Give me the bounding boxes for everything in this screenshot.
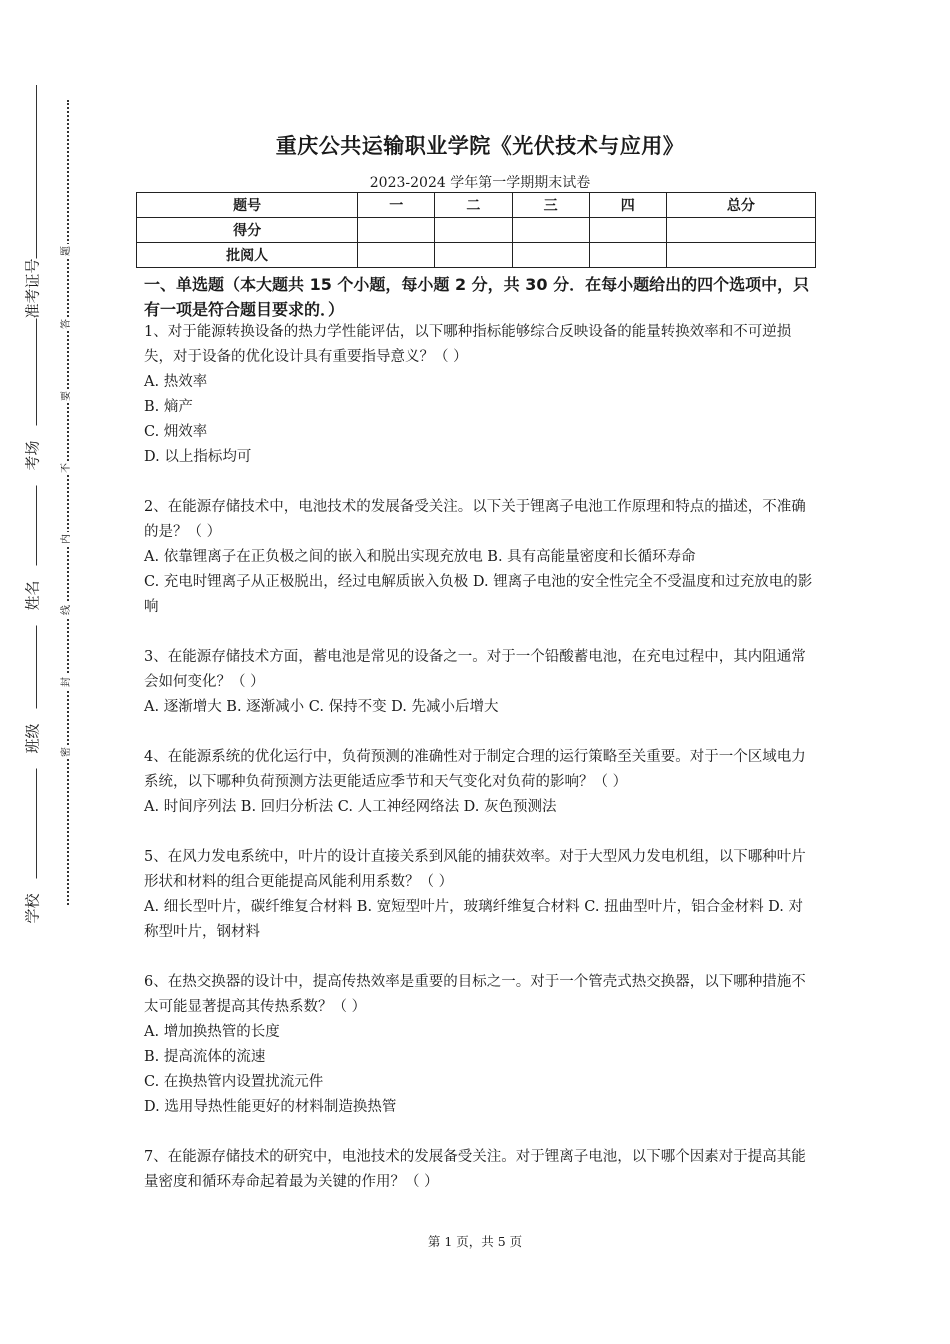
question-5 — [144, 845, 816, 945]
exam-room-label: 考场 — [22, 426, 43, 486]
seal-char: 题 — [61, 246, 72, 256]
question-option[interactable]: C. 在换热管内设置扰流元件 — [144, 1074, 324, 1090]
question-option[interactable]: D. 选用导热性能更好的材料制造换热管 — [144, 1099, 397, 1115]
question-option[interactable]: A. 逐渐增大 B. 逐渐减小 C. 保持不变 D. 先减小后增大 — [144, 699, 499, 715]
binding-margin — [0, 0, 120, 1344]
grader-cell[interactable] — [435, 243, 512, 268]
score-table-header-row — [137, 193, 816, 218]
score-table-header: 二 — [435, 193, 512, 218]
question-2 — [144, 495, 816, 620]
grader-cell[interactable] — [589, 243, 666, 268]
binding-dotted-line — [67, 100, 69, 905]
score-cell[interactable] — [512, 218, 589, 243]
question-7 — [144, 1145, 816, 1195]
question-stem: 2、在能源存储技术中，电池技术的发展备受关注。以下关于锂离子电池工作原理和特点的描述，不准确的是？（ ） — [144, 499, 806, 540]
score-table-header: 总分 — [666, 193, 815, 218]
question-stem: 1、对于能源转换设备的热力学性能评估，以下哪种指标能够综合反映设备的能量转换效率和不可逆损失，对于设备的优化设计具有重要指导意义？（ ） — [144, 324, 792, 365]
grader-cell[interactable] — [666, 243, 815, 268]
seal-char: 封 — [61, 677, 72, 687]
question-3 — [144, 645, 816, 720]
question-option[interactable]: B. 熵产 — [144, 399, 193, 415]
grader-cell[interactable] — [358, 243, 435, 268]
score-table-header: 四 — [589, 193, 666, 218]
question-stem: 3、在能源存储技术方面，蓄电池是常见的设备之一。对于一个铅酸蓄电池，在充电过程中，其内阻通常会如何变化？（ ） — [144, 649, 806, 690]
exam-subtitle: 2023-2024 学年第一学期期末试卷 — [369, 175, 591, 191]
question-4 — [144, 745, 816, 820]
question-option[interactable]: B. 提高流体的流速 — [144, 1049, 266, 1065]
question-6 — [144, 970, 816, 1120]
grader-row-label: 批阅人 — [137, 243, 358, 268]
grader-row — [137, 243, 816, 268]
question-option[interactable]: D. 以上指标均可 — [144, 449, 252, 465]
score-table-header: 三 — [512, 193, 589, 218]
class-label: 班级 — [22, 709, 43, 769]
score-table-header: 一 — [358, 193, 435, 218]
seal-char: 不 — [61, 463, 72, 473]
score-table-header: 题号 — [137, 193, 358, 218]
seal-char: 线 — [61, 605, 72, 615]
seal-char: 要 — [61, 391, 72, 401]
question-option[interactable]: A. 时间序列法 B. 回归分析法 C. 人工神经网络法 D. 灰色预测法 — [144, 799, 557, 815]
question-stem: 7、在能源存储技术的研究中，电池技术的发展备受关注。对于锂离子电池，以下哪个因素对于提高其能量密度和循环寿命起着最为关键的作用？（ ） — [144, 1149, 806, 1190]
score-table — [136, 192, 816, 268]
page-title: 重庆公共运输职业学院《光伏技术与应用》 — [275, 134, 685, 158]
score-row — [137, 218, 816, 243]
question-stem: 4、在能源系统的优化运行中，负荷预测的准确性对于制定合理的运行策略至关重要。对于一个区域电力系统，以下哪种负荷预测方法更能适应季节和天气变化对负荷的影响？（ ） — [144, 749, 806, 790]
school-label: 学校 — [22, 879, 43, 939]
question-option[interactable]: A. 增加换热管的长度 — [144, 1024, 280, 1040]
name-label: 姓名 — [22, 566, 43, 626]
score-row-label: 得分 — [137, 218, 358, 243]
question-list — [144, 320, 816, 1220]
seal-char: 内 — [61, 534, 72, 544]
question-1 — [144, 320, 816, 470]
score-cell[interactable] — [435, 218, 512, 243]
score-cell[interactable] — [358, 218, 435, 243]
question-option[interactable]: C. 㶲效率 — [144, 424, 208, 440]
page-footer: 第 1 页，共 5 页 — [427, 1234, 523, 1249]
score-cell[interactable] — [589, 218, 666, 243]
binding-solid-line — [36, 85, 37, 930]
question-option[interactable]: A. 依靠锂离子在正负极之间的嵌入和脱出实现充放电 B. 具有高能量密度和长循环寿命 — [144, 549, 696, 565]
question-option[interactable]: A. 热效率 — [144, 374, 208, 390]
seal-char: 答 — [61, 319, 72, 329]
question-stem: 6、在热交换器的设计中，提高传热效率是重要的目标之一。对于一个管壳式热交换器，以下哪种措施不太可能显著提高其传热系数？（ ） — [144, 974, 806, 1015]
question-stem: 5、在风力发电系统中，叶片的设计直接关系到风能的捕获效率。对于大型风力发电机组，以下哪种叶片形状和材料的组合更能提高风能利用系数？（ ） — [144, 849, 806, 890]
grader-cell[interactable] — [512, 243, 589, 268]
question-option[interactable]: A. 细长型叶片，碳纤维复合材料 B. 宽短型叶片，玻璃纤维复合材料 C. 扭曲型叶片，铝合金材料 D. 对称型叶片，钢材料 — [144, 899, 804, 940]
score-cell[interactable] — [666, 218, 815, 243]
question-option[interactable]: C. 充电时锂离子从正极脱出，经过电解质嵌入负极 D. 锂离子电池的安全性完全不受温度和过充放电的影响 — [144, 574, 813, 615]
section-heading: 一、单选题（本大题共 15 个小题，每小题 2 分，共 30 分．在每小题给出的四个选项中，只有一项是符合题目要求的．） — [144, 275, 810, 319]
seal-char: 密 — [61, 747, 72, 757]
exam-number-label: 准考证号 — [23, 258, 42, 319]
